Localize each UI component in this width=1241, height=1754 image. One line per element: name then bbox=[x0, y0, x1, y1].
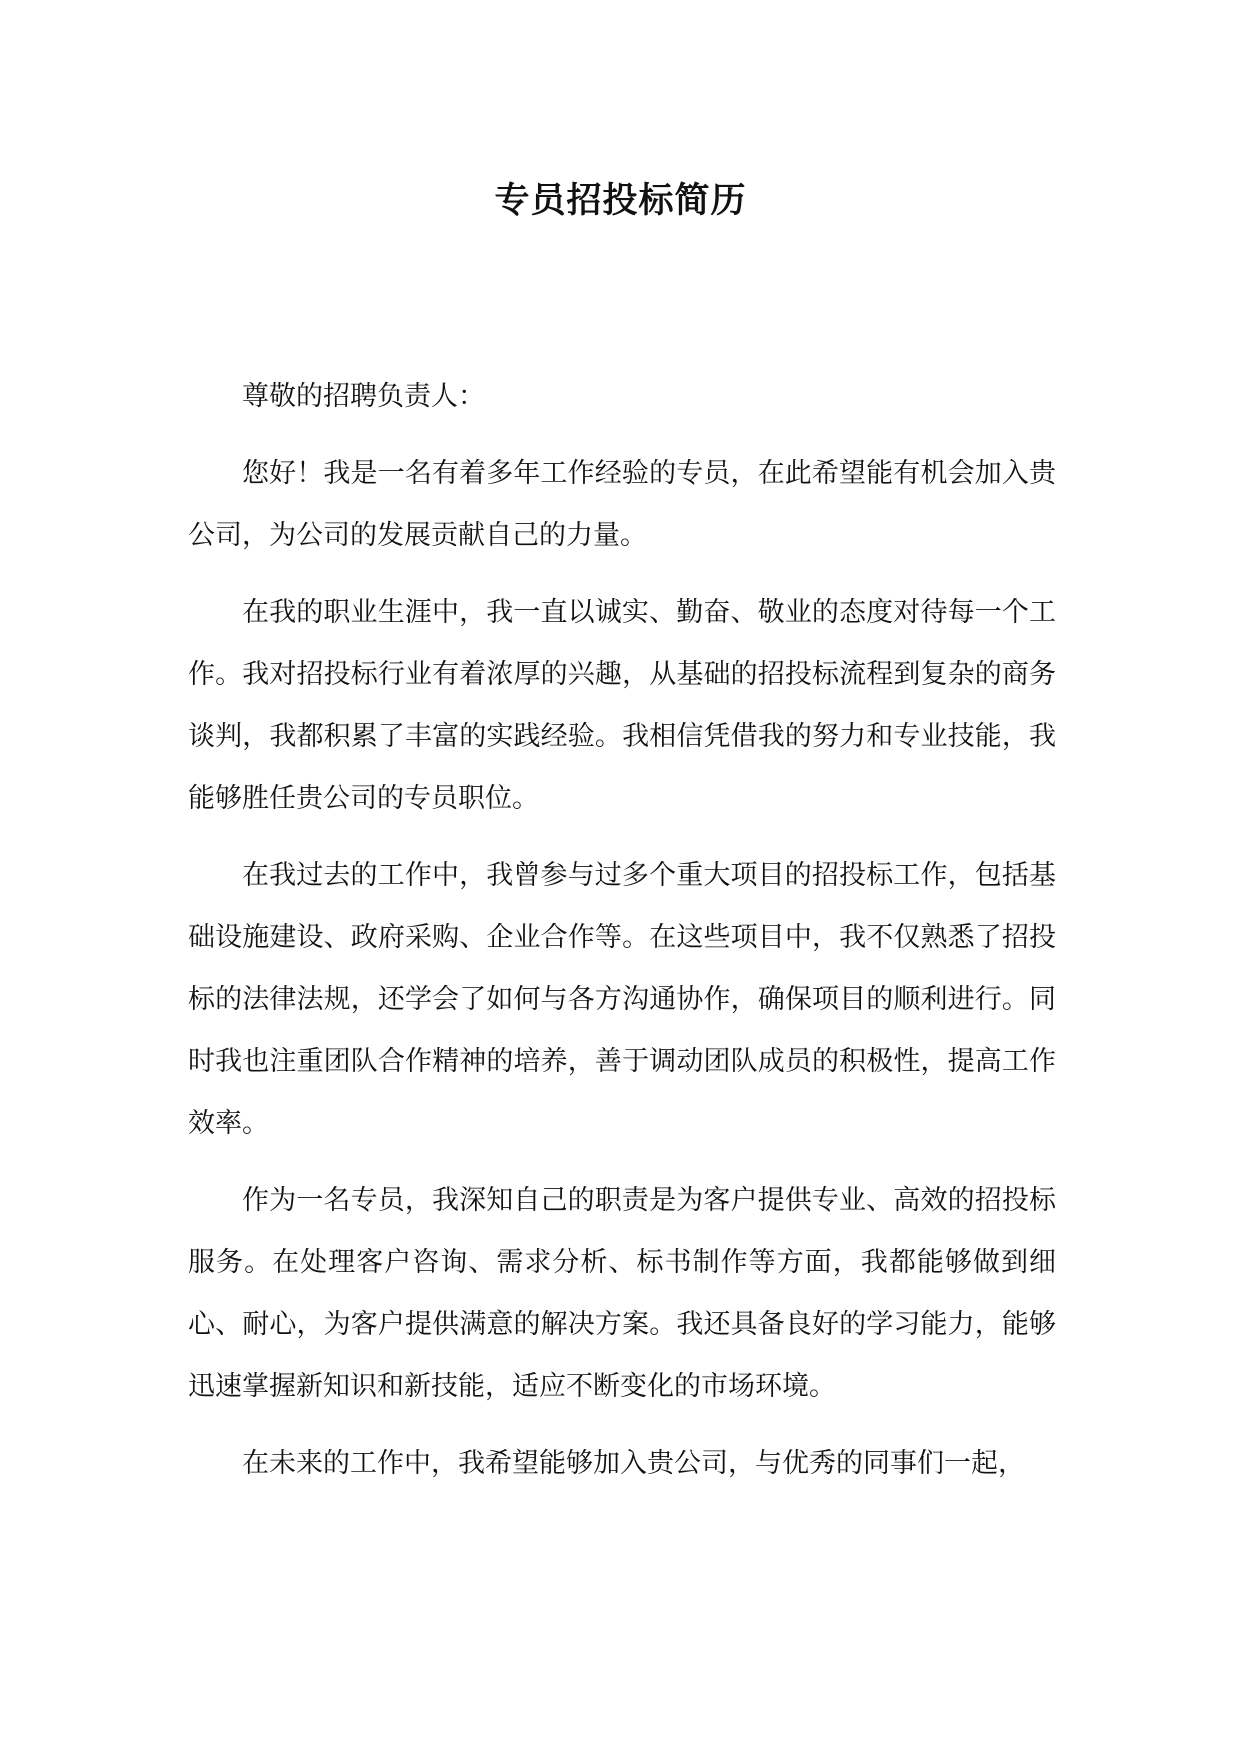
document-body bbox=[188, 366, 1056, 1510]
paragraph-greeting: 您好！我是一名有着多年工作经验的专员，在此希望能有机会加入贵公司，为公司的发展贡献自己的力量。 bbox=[188, 458, 1056, 551]
paragraph-responsibility: 作为一名专员，我深知自己的职责是为客户提供专业、高效的招投标服务。在处理客户咨询、需求分析、标书制作等方面，我都能够做到细心、耐心，为客户提供满意的解决方案。我还具备良好的学习能力，能够迅速掌握新知识和新技能，适应不断变化的市场环境。 bbox=[188, 1185, 1056, 1402]
paragraph-career: 在我的职业生涯中，我一直以诚实、勤奋、敬业的态度对待每一个工作。我对招投标行业有着浓厚的兴趣，从基础的招投标流程到复杂的商务谈判，我都积累了丰富的实践经验。我相信凭借我的努力和专业技能，我能够胜任贵公司的专员职位。 bbox=[188, 597, 1056, 814]
paragraph-experience: 在我过去的工作中，我曾参与过多个重大项目的招投标工作，包括基础设施建设、政府采购、企业合作等。在这些项目中，我不仅熟悉了招投标的法律法规，还学会了如何与各方沟通协作，确保项目的顺利进行。同时我也注重团队合作精神的培养，善于调动团队成员的积极性，提高工作效率。 bbox=[188, 860, 1056, 1139]
document-title: 专员招投标简历 bbox=[494, 180, 747, 221]
paragraph-future: 在未来的工作中，我希望能够加入贵公司，与优秀的同事们一起， bbox=[242, 1448, 1025, 1479]
salutation: 尊敬的招聘负责人： bbox=[242, 381, 485, 412]
